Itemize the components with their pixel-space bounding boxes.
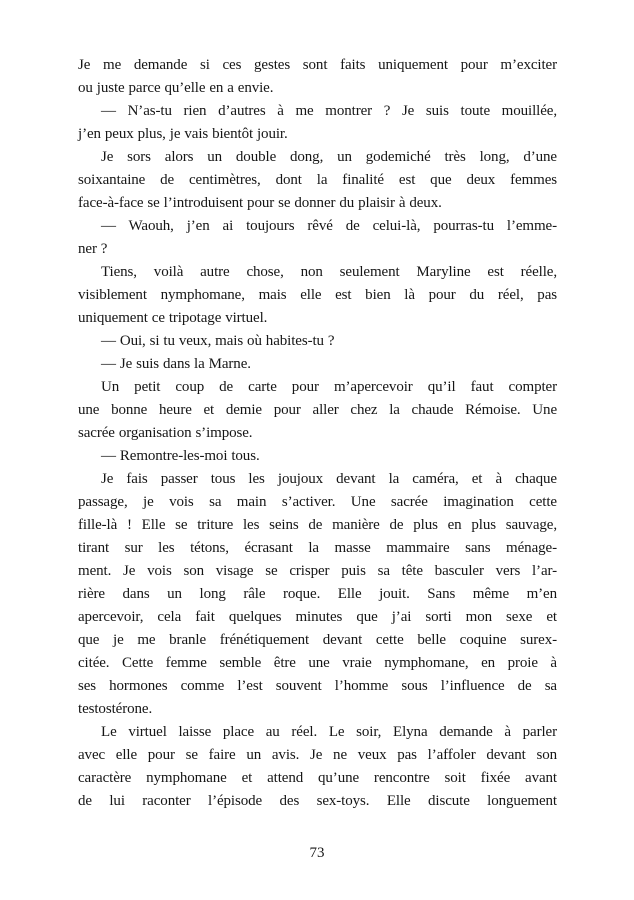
text-line: face-à-face se l’introduisent pour se donner du plaisir à deux.: [78, 195, 442, 211]
text-line: Je sors alors un double dong, un godemiché très long, d’une: [101, 149, 557, 165]
text-line: tirant sur les tétons, écrasant la masse mammaire sans ménage-: [78, 540, 557, 556]
page-number: 73: [309, 845, 325, 861]
text-line: apercevoir, cela fait quelques minutes que j’ai sorti mon sexe et: [78, 609, 557, 625]
text-line: fille-là ! Elle se triture les seins de manière de plus en plus sauvage,: [78, 517, 557, 533]
text-line: ner ?: [78, 241, 108, 257]
text-line: rière dans un long râle roque. Elle jouit. Sans même m’en: [78, 586, 557, 602]
text-line: sacrée organisation s’impose.: [78, 425, 253, 441]
text-line: — Oui, si tu veux, mais où habites-tu ?: [101, 333, 335, 349]
text-line: — Remontre-les-moi tous.: [101, 448, 260, 464]
text-line: — Je suis dans la Marne.: [101, 356, 251, 372]
text-line: ou juste parce qu’elle en a envie.: [78, 80, 274, 96]
text-line: citée. Cette femme semble être une vraie nymphomane, en proie à: [78, 655, 557, 671]
text-line: testostérone.: [78, 701, 153, 717]
text-line: de lui raconter l’épisode des sex-toys. Elle discute longuement: [78, 793, 557, 809]
text-line: caractère nymphomane et attend qu’une rencontre soit fixée avant: [78, 770, 557, 786]
text-line: uniquement ce tripotage virtuel.: [78, 310, 268, 326]
text-line: Je me demande si ces gestes sont faits uniquement pour m’exciter: [78, 57, 557, 73]
text-line: passage, je vois sa main s’activer. Une sacrée imagination cette: [78, 494, 557, 510]
text-line: ses hormones comme l’est souvent l’homme sous l’influence de sa: [78, 678, 557, 694]
text-line: Un petit coup de carte pour m’apercevoir qu’il faut compter: [101, 379, 557, 395]
text-line: ment. Je vois son visage se crisper puis sa tête basculer vers l’ar-: [78, 563, 557, 579]
text-line: Le virtuel laisse place au réel. Le soir, Elyna demande à parler: [101, 724, 557, 740]
body-text: [78, 54, 557, 813]
text-line: — Waouh, j’en ai toujours rêvé de celui-là, pourras-tu l’emme-: [101, 218, 557, 234]
text-line: une bonne heure et demie pour aller chez la chaude Rémoise. Une: [78, 402, 557, 418]
text-line: que je me branle frénétiquement devant cette belle coquine surex-: [78, 632, 557, 648]
text-line: — N’as-tu rien d’autres à me montrer ? Je suis toute mouillée,: [101, 103, 557, 119]
text-line: soixantaine de centimètres, dont la finalité est que deux femmes: [78, 172, 557, 188]
text-line: j’en peux plus, je vais bientôt jouir.: [78, 126, 288, 142]
text-line: Je fais passer tous les joujoux devant la caméra, et à chaque: [101, 471, 557, 487]
text-line: visiblement nymphomane, mais elle est bien là pour du réel, pas: [78, 287, 557, 303]
text-line: avec elle pour se faire un avis. Je ne veux pas l’affoler devant son: [78, 747, 557, 763]
text-line: Tiens, voilà autre chose, non seulement Maryline est réelle,: [101, 264, 557, 280]
